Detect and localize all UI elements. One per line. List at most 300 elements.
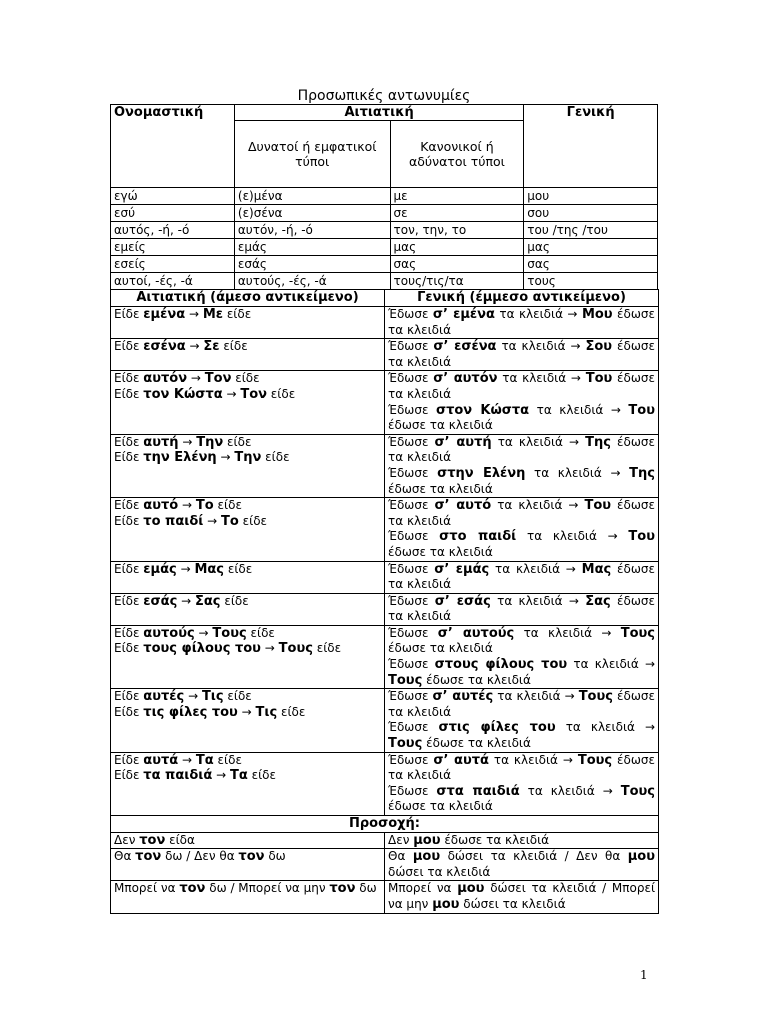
table-row (111, 188, 658, 205)
example-text: → (260, 641, 279, 656)
table-cell: εσάς (234, 256, 390, 273)
example-text: έδωσε τα κλειδιά (440, 832, 550, 847)
example-text: → (185, 339, 204, 354)
table-row (111, 689, 659, 752)
example-text: τα κλειδιά → (491, 434, 586, 449)
example-text: είδε (213, 498, 242, 513)
genitive-cell (385, 307, 659, 339)
example-text: Έδωσε (388, 625, 438, 640)
example-text: → (176, 561, 195, 576)
example-text: → (177, 593, 195, 608)
pronoun-emphasis: μου (412, 849, 441, 865)
example-line (388, 833, 655, 849)
example-text: Είδε (114, 593, 144, 608)
table-cell: αυτός, -ή, -ό (111, 222, 235, 239)
table-row (111, 222, 658, 239)
example-line (388, 784, 655, 815)
table-cell: (ε)σένα (234, 205, 390, 222)
example-line (388, 594, 655, 625)
example-text: τα κλειδιά → (497, 371, 586, 386)
pronoun-emphasis: σ’ αυτές (432, 689, 494, 705)
pronoun-emphasis: Τους (577, 752, 613, 768)
example-line (388, 562, 655, 593)
pronoun-forms-table (110, 104, 658, 290)
example-line (114, 833, 381, 849)
example-text: Έδωσε (388, 529, 440, 544)
table-row (111, 498, 659, 561)
example-text: έδωσε τα κλειδιά (388, 641, 493, 656)
example-text: είδε (266, 386, 296, 401)
example-text: τα κλειδιά → (490, 593, 586, 608)
example-text: είδε (223, 307, 252, 321)
example-text: έδωσε τα κλειδιά (388, 498, 656, 528)
example-text: Έδωσε (388, 657, 435, 672)
example-text: τα κλειδιά → (493, 689, 579, 704)
pronoun-emphasis: σ’ αυτούς (437, 625, 515, 641)
table-row (111, 593, 659, 625)
example-text: τα κλειδιά → (519, 783, 621, 798)
example-line (388, 529, 655, 560)
example-text: είδε (224, 561, 253, 576)
example-line (388, 626, 655, 657)
example-text: τα κλειδιά → (514, 625, 621, 640)
example-text: δω (355, 881, 377, 896)
pronoun-emphasis: Τις (201, 689, 224, 705)
pronoun-emphasis: Το (195, 498, 214, 514)
example-text: → (178, 498, 196, 513)
example-text: είδε (261, 450, 290, 465)
table-cell: αυτόν, -ή, -ό (234, 222, 390, 239)
example-line (114, 339, 381, 355)
example-text: Έδωσε (388, 689, 433, 704)
pronoun-emphasis: Τους (620, 625, 656, 641)
genitive-cell (385, 849, 659, 881)
table-cell: εσύ (111, 205, 235, 222)
pronoun-emphasis: το παιδί (143, 513, 204, 529)
example-text: Έδωσε (388, 498, 435, 513)
example-text: Έδωσε (388, 307, 433, 321)
example-text: έδωσε τα κλειδιά (422, 736, 531, 751)
example-line (114, 450, 381, 466)
pronoun-emphasis: Την (196, 434, 224, 450)
example-text: τα κλειδιά → (491, 498, 585, 513)
example-text: → (222, 386, 241, 401)
example-text: Είδε (114, 434, 144, 449)
header-genitive: Γενική (524, 105, 658, 188)
example-text: έδωσε τα κλειδιά (422, 672, 531, 687)
example-text: Έδωσε (388, 593, 435, 608)
pronoun-emphasis: Της (629, 465, 656, 481)
table-cell: σου (524, 205, 658, 222)
pronoun-emphasis: Τους (388, 736, 423, 752)
example-text: τα κλειδιά → (496, 339, 586, 354)
genitive-cell (385, 498, 659, 561)
accusative-cell (111, 881, 385, 913)
pronoun-emphasis: εσάς (143, 593, 178, 609)
note-title: Προσοχή: (111, 816, 659, 833)
genitive-cell (385, 625, 659, 688)
example-text: είδε (223, 689, 252, 704)
example-text: Δεν (388, 832, 414, 847)
example-line (114, 594, 381, 610)
pronoun-emphasis: Τους (388, 672, 423, 688)
example-text: είδε (246, 625, 275, 640)
example-line (114, 371, 381, 387)
example-text: Είδε (114, 386, 144, 401)
pronoun-emphasis: Τον (240, 386, 267, 402)
header-nominative: Ονομαστική (111, 105, 235, 188)
pronoun-emphasis: στην Ελένη (437, 465, 526, 481)
example-text: Έδωσε (388, 371, 434, 386)
genitive-cell (385, 593, 659, 625)
genitive-cell (385, 832, 659, 849)
pronoun-emphasis: μου (432, 896, 460, 912)
example-text: Είδε (114, 561, 144, 576)
example-text: Έδωσε (388, 465, 438, 480)
example-text: → (184, 689, 202, 704)
example-text: Έδωσε (388, 339, 434, 354)
pronoun-emphasis: στα παιδιά (436, 783, 520, 799)
example-text: → (216, 450, 235, 465)
example-text: τα κλειδιά → (567, 657, 656, 672)
example-line (114, 498, 381, 514)
accusative-cell (111, 752, 385, 815)
example-text: είδε (213, 752, 242, 767)
example-text: → (178, 752, 196, 767)
accusative-cell (111, 593, 385, 625)
example-text: Είδε (114, 450, 144, 465)
examples-table (110, 289, 659, 914)
pronoun-emphasis: τις φίλες του (143, 704, 238, 720)
example-text: δώσει τα κλειδιά (388, 864, 491, 879)
example-text: Είδε (114, 689, 144, 704)
example-line (114, 849, 381, 865)
pronoun-emphasis: αυτές (143, 689, 185, 705)
example-line (114, 881, 381, 897)
pronoun-emphasis: αυτόν (143, 371, 188, 387)
accusative-cell (111, 849, 385, 881)
example-text: Έδωσε (388, 720, 439, 735)
table-row (111, 832, 659, 849)
example-line (114, 626, 381, 642)
table-row (111, 434, 659, 497)
example-line (114, 307, 381, 323)
example-text: έδωσε τα κλειδιά (388, 544, 493, 559)
example-text: δω (264, 849, 286, 864)
subheader-weak: Κανονικοί ή αδύνατοι τύποι (390, 121, 524, 188)
pronoun-emphasis: Σας (194, 593, 221, 609)
example-text: → (178, 434, 197, 449)
example-text: Είδε (114, 641, 144, 656)
table-cell: τους (524, 273, 658, 290)
pronoun-emphasis: Της (585, 434, 611, 450)
pronoun-emphasis: Του (585, 371, 613, 387)
pronoun-emphasis: Τον (204, 371, 232, 387)
example-line (388, 339, 655, 370)
example-line (114, 387, 381, 403)
example-text: τα κλειδιά → (529, 402, 629, 417)
pronoun-emphasis: σ’ αυτό (434, 498, 492, 514)
example-text: Είδε (114, 752, 144, 767)
pronoun-emphasis: στο παιδί (439, 529, 517, 545)
table-row (111, 273, 658, 290)
accusative-cell (111, 339, 385, 371)
example-text: Είδε (114, 307, 144, 321)
header-accusative: Αιτιατική (234, 105, 523, 121)
example-text: Δεν (114, 832, 140, 847)
pronoun-emphasis: Του (584, 498, 612, 514)
example-text: Είδε (114, 704, 144, 719)
example-line (388, 849, 655, 880)
table-row (111, 625, 659, 688)
example-text: έδωσε τα κλειδιά (388, 434, 656, 465)
pronoun-emphasis: στον Κώστα (435, 402, 530, 418)
pronoun-emphasis: τον (329, 881, 356, 897)
pronoun-emphasis: στις φίλες του (438, 720, 556, 736)
table-row (111, 752, 659, 815)
example-line (388, 466, 655, 497)
pronoun-emphasis: Τα (229, 768, 248, 784)
table-cell: σας (390, 256, 524, 273)
example-text: είδε (277, 704, 306, 719)
pronoun-emphasis: Το (221, 513, 239, 529)
example-text: Έδωσε (388, 402, 436, 417)
pronoun-emphasis: Τους (212, 625, 247, 641)
example-text: τα κλειδιά → (494, 307, 582, 321)
accusative-cell (111, 498, 385, 561)
example-text: έδωσε τα κλειδιά (388, 752, 655, 783)
genitive-cell (385, 371, 659, 434)
subheader-strong: Δυνατοί ή εμφατικοί τύποι (234, 121, 390, 188)
example-text: δω / Μπορεί να μην (205, 881, 330, 896)
accusative-cell (111, 561, 385, 593)
table-cell: μου (524, 188, 658, 205)
pronoun-emphasis: τον Κώστα (143, 386, 223, 402)
example-text: είδε (231, 371, 260, 386)
example-text: → (187, 371, 205, 386)
pronoun-emphasis: μου (413, 832, 441, 848)
pronoun-emphasis: στους φίλους του (434, 657, 568, 673)
example-line (114, 753, 381, 769)
example-text: έδωσε τα κλειδιά (388, 371, 655, 401)
pronoun-emphasis: Με (202, 307, 223, 322)
example-line (114, 435, 381, 451)
pronoun-emphasis: σ’ εσένα (433, 339, 497, 355)
pronoun-emphasis: Τους (278, 641, 313, 657)
example-text: είδε (312, 641, 342, 656)
example-text: έδωσε τα κλειδιά (388, 339, 656, 369)
pronoun-emphasis: σ’ εμάς (434, 561, 490, 577)
example-text: τα κλειδιά → (525, 465, 630, 480)
page-title: Προσωπικές αντωνυμίες (297, 88, 471, 104)
table-row (111, 239, 658, 256)
example-text: Είδε (114, 768, 144, 783)
example-text: είδε (220, 593, 249, 608)
example-text: Είδε (114, 513, 144, 528)
pronoun-emphasis: μου (457, 881, 485, 897)
example-line (388, 657, 655, 688)
pronoun-emphasis: τον (135, 849, 162, 865)
example-text: → (212, 768, 230, 783)
table-cell: μας (390, 239, 524, 256)
example-text: → (203, 513, 222, 528)
example-text: Μπορεί να (388, 881, 458, 896)
example-line (114, 562, 381, 578)
accusative-cell (111, 371, 385, 434)
pronoun-emphasis: Μου (581, 307, 613, 322)
accusative-cell (111, 625, 385, 688)
example-text: έδωσε τα κλειδιά (388, 561, 655, 592)
table-cell: με (390, 188, 524, 205)
example-text: → (237, 704, 256, 719)
table-cell: αυτούς, -ές, -ά (234, 273, 390, 290)
example-text: έδωσε τα κλειδιά (388, 689, 655, 719)
table-cell: εμείς (111, 239, 235, 256)
table-row (111, 205, 658, 222)
example-text: Έδωσε (388, 434, 435, 449)
header-genitive-indirect: Γενική (έμμεσο αντικείμενο) (385, 290, 659, 307)
table-row (111, 256, 658, 273)
example-line (388, 881, 655, 912)
table-cell: σας (524, 256, 658, 273)
example-text: δώσει τα κλειδιά / Δεν θα (440, 849, 628, 864)
pronoun-emphasis: μου (627, 849, 656, 865)
example-text: τα κλειδιά → (489, 561, 582, 576)
example-text: Μπορεί να (114, 881, 180, 896)
example-text: έδωσε τα κλειδιά (388, 799, 493, 814)
pronoun-emphasis: σ’ αυτόν (433, 371, 498, 387)
example-text: Θα (388, 849, 413, 864)
example-text: Έδωσε (388, 783, 437, 798)
table-cell: εγώ (111, 188, 235, 205)
table-cell: του /της /του (524, 222, 658, 239)
pronoun-emphasis: αυτό (143, 498, 179, 514)
pronoun-emphasis: σ’ αυτά (433, 752, 489, 768)
pronoun-emphasis: Μας (581, 561, 612, 577)
example-text: Είδε (114, 498, 144, 513)
accusative-cell (111, 434, 385, 497)
example-text: είδε (219, 339, 248, 354)
pronoun-emphasis: Σου (585, 339, 613, 355)
pronoun-emphasis: τον (238, 849, 265, 865)
example-text: Έδωσε (388, 561, 435, 576)
genitive-cell (385, 561, 659, 593)
pronoun-emphasis: σ’ εμένα (432, 307, 495, 322)
pronoun-emphasis: Του (628, 529, 655, 545)
accusative-cell (111, 689, 385, 752)
pronoun-emphasis: εμάς (143, 561, 177, 577)
example-text: είδε (238, 513, 268, 528)
example-line (114, 705, 381, 721)
example-text: έδωσε τα κλειδιά (388, 593, 656, 624)
example-line (388, 689, 655, 720)
table-row (111, 307, 659, 339)
example-line (114, 641, 381, 657)
accusative-cell (111, 832, 385, 849)
pronoun-emphasis: Την (234, 450, 262, 466)
table-row (111, 816, 659, 833)
table-row (111, 371, 659, 434)
genitive-cell (385, 881, 659, 913)
example-line (388, 753, 655, 784)
example-line (388, 307, 655, 338)
table-row (111, 881, 659, 913)
genitive-cell (385, 752, 659, 815)
header-accusative-direct: Αιτιατική (άμεσο αντικείμενο) (111, 290, 385, 307)
example-line (388, 720, 655, 751)
pronoun-emphasis: Τις (255, 704, 278, 720)
example-line (388, 498, 655, 529)
example-line (388, 435, 655, 466)
example-text: είδε (223, 434, 252, 449)
example-text: Θα (114, 849, 136, 864)
table-cell: σε (390, 205, 524, 222)
pronoun-emphasis: Σε (203, 339, 220, 355)
example-line (114, 514, 381, 530)
genitive-cell (385, 339, 659, 371)
pronoun-emphasis: αυτή (143, 434, 179, 450)
table-cell: εσείς (111, 256, 235, 273)
example-text: έδωσε τα κλειδιά (388, 418, 493, 433)
pronoun-emphasis: εσένα (143, 339, 186, 355)
pronoun-emphasis: Του (628, 402, 655, 418)
example-line (388, 403, 655, 434)
pronoun-emphasis: αυτά (143, 752, 179, 768)
example-text: τα κλειδιά → (488, 752, 578, 767)
example-text: Είδε (114, 625, 144, 640)
example-text: είδα (165, 832, 195, 847)
page-number: 1 (640, 968, 648, 982)
example-text: τα κλειδιά → (516, 529, 629, 544)
pronoun-emphasis: Σας (585, 593, 611, 609)
pronoun-emphasis: Τους (578, 689, 613, 705)
pronoun-emphasis: την Ελένη (143, 450, 217, 466)
example-line (114, 689, 381, 705)
example-line (388, 371, 655, 402)
pronoun-emphasis: αυτούς (143, 625, 195, 641)
table-cell: μας (524, 239, 658, 256)
table-cell: αυτοί, -ές, -ά (111, 273, 235, 290)
example-text: δώσει τα κλειδιά / Μπορεί να μην (388, 881, 655, 911)
table-cell: εμάς (234, 239, 390, 256)
genitive-cell (385, 689, 659, 752)
example-text: → (194, 625, 213, 640)
pronoun-emphasis: Τους (620, 783, 656, 799)
example-text: Έδωσε (388, 752, 434, 767)
pronoun-emphasis: τον (139, 832, 166, 848)
example-text: είδε (247, 768, 276, 783)
table-cell: (ε)μένα (234, 188, 390, 205)
example-text: → (185, 307, 203, 321)
pronoun-emphasis: εμένα (143, 307, 186, 322)
pronoun-emphasis: τον (179, 881, 206, 897)
example-text: δώσει τα κλειδιά (459, 896, 566, 911)
table-row (111, 561, 659, 593)
table-row (111, 849, 659, 881)
example-text: Είδε (114, 339, 144, 354)
example-text: έδωσε τα κλειδιά (388, 481, 493, 496)
example-text: δω / Δεν θα (161, 849, 239, 864)
example-text: Είδε (114, 371, 144, 386)
example-text: έδωσε τα κλειδιά (388, 307, 656, 337)
pronoun-emphasis: τους φίλους του (143, 641, 261, 657)
pronoun-emphasis: Μας (194, 561, 225, 577)
example-line (114, 768, 381, 784)
table-row (111, 339, 659, 371)
pronoun-emphasis: τα παιδιά (143, 768, 213, 784)
table-cell: τους/τις/τα (390, 273, 524, 290)
genitive-cell (385, 434, 659, 497)
